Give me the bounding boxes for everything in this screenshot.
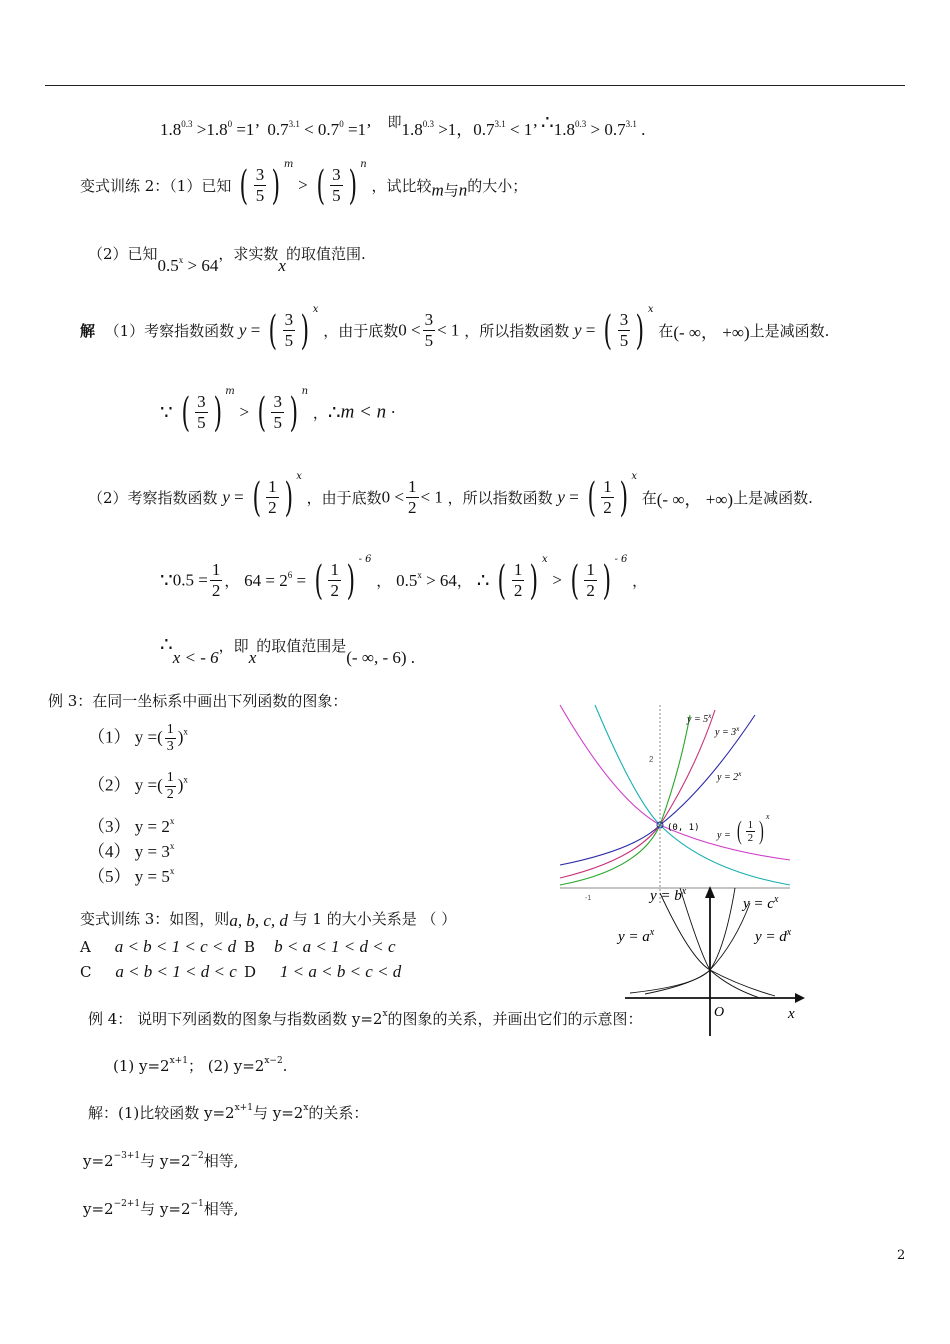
y-arrow-icon	[705, 886, 715, 898]
curve-d	[645, 903, 750, 994]
because-line-1: ∵ ( $\frac{3}{5}$ ) m > ( $\frac{3}{5}$ ) n ，∴m < n ·	[160, 386, 397, 436]
label-yc: $y = c^x$	[743, 894, 779, 912]
tick-2: 2	[649, 755, 654, 764]
origin-label: O	[714, 1005, 725, 1020]
solution-4-line-2: $y=2^{-3+1}$与 $y=2^{-2}$相等,	[83, 1151, 239, 1170]
label-half-fraction: ( $\frac{1}{2}$ ) x	[736, 812, 770, 845]
page-number: 2	[897, 1248, 906, 1263]
example-4-title: 例 4： 说明下列函数的图象与指数函数 $y=2^x$的图象的关系，并画出它们的示意图：	[88, 1009, 643, 1028]
label-yb: $y = b^x$	[650, 886, 687, 904]
x-axis-label: x	[788, 1006, 795, 1022]
because-line-2: ∵0.5 = $\frac{1}{2}$ ， $64 = 2^6$ = ( $\frac{1}{2}$ ) - 6 ， $0.5^x > 64$， ∴ ( $\frac{1}{2}$ ) x > ( $\frac{1}{2}$ ) - 6 ，	[160, 554, 648, 604]
option-b[interactable]: B b < a < 1 < d < c	[244, 937, 396, 956]
therefore-line-2: ∴x < - 6，即x的取值范围是(- ∞, - 6) .	[160, 634, 416, 667]
option-a[interactable]: A a < b < 1 < c < d	[80, 937, 237, 956]
label-y-half: y =	[717, 830, 731, 841]
exercise-2-part2: （2）已知$0.5^x > 64$，求实数x的取值范围.	[88, 245, 366, 275]
solution-4-line-3: $y=2^{-2+1}$与 $y=2^{-1}$相等,	[83, 1199, 239, 1218]
example-4-items: (1) $y=2^{x+1}$； (2) $y=2^{x-2}$.	[113, 1056, 288, 1075]
tick-minus-1: -1	[585, 895, 592, 902]
exercise-3-question: 变式训练 3：如图，则a, b, c, d 与 1 的大小关系是 （ ）	[80, 910, 457, 930]
x-arrow-icon	[795, 993, 805, 1003]
example-3-item-5: （5） $y = 5^x$	[88, 866, 175, 886]
solution-1: 解 （1）考察指数函数 y = ( $\frac{3}{5}$ ) x ，由于底数0 < $\frac{3}{5}$ < 1 ，所以指数函数 y = ( $\frac{3}{5}$ ) x 在(- ∞， +∞)上是减函数.	[80, 304, 830, 354]
label-y5: $y = 5^x$	[687, 712, 712, 725]
point-label: (0, 1)	[667, 823, 700, 833]
solution-4-line-1: 解：(1)比较函数 $y=2^{x+1}$与 $y=2^x$的关系：	[88, 1103, 369, 1122]
option-d[interactable]: D 1 < a < b < c < d	[244, 962, 402, 981]
label-y2: $y = 2^x$	[717, 770, 742, 783]
solution-2: （2）考察指数函数 y = ( $\frac{1}{2}$ ) x ，由于底数0 < $\frac{1}{2}$ < 1 ，所以指数函数 y = ( $\frac{1}{2}$ ) x 在(- ∞， +∞)上是减函数.	[88, 471, 813, 521]
example-3-title: 例 3：在同一坐标系中画出下列函数的图象：	[48, 692, 348, 710]
example-3-item-2: （2） y =( $\frac{1}{2}$ )$^x$	[88, 770, 188, 802]
option-c[interactable]: C a < b < 1 < d < c	[80, 962, 237, 981]
label-yd: $y = d^x$	[755, 927, 792, 945]
label-y3: $y = 3^x$	[715, 725, 740, 738]
header-rule	[45, 85, 905, 86]
curve-5x	[560, 715, 690, 885]
comparison-line: $1.8^{0.3} >1.8^0 =1$’ $0.7^{3.1} < 0.7^0 =1$’ $^即1.8^{0.3} >1$，$0.7^{3.1} < 1$’ $\therefore 1.8^{0.3} > 0.7^{3.1}$ .	[160, 112, 646, 139]
example-3-item-3: （3） $y = 2^x$	[88, 816, 175, 836]
exercise-2-part1: 变式训练 2：（1）已知 ( $\frac{3}{5}$ ) m > ( $\frac{3}{5}$ ) n ，试比较m与n的大小；	[80, 159, 528, 209]
label-ya: $y = a^x$	[618, 927, 655, 945]
example-3-item-1: （1） y =( $\frac{1}{3}$ )$^x$	[88, 722, 188, 754]
example-3-item-4: （4） $y = 3^x$	[88, 841, 175, 861]
